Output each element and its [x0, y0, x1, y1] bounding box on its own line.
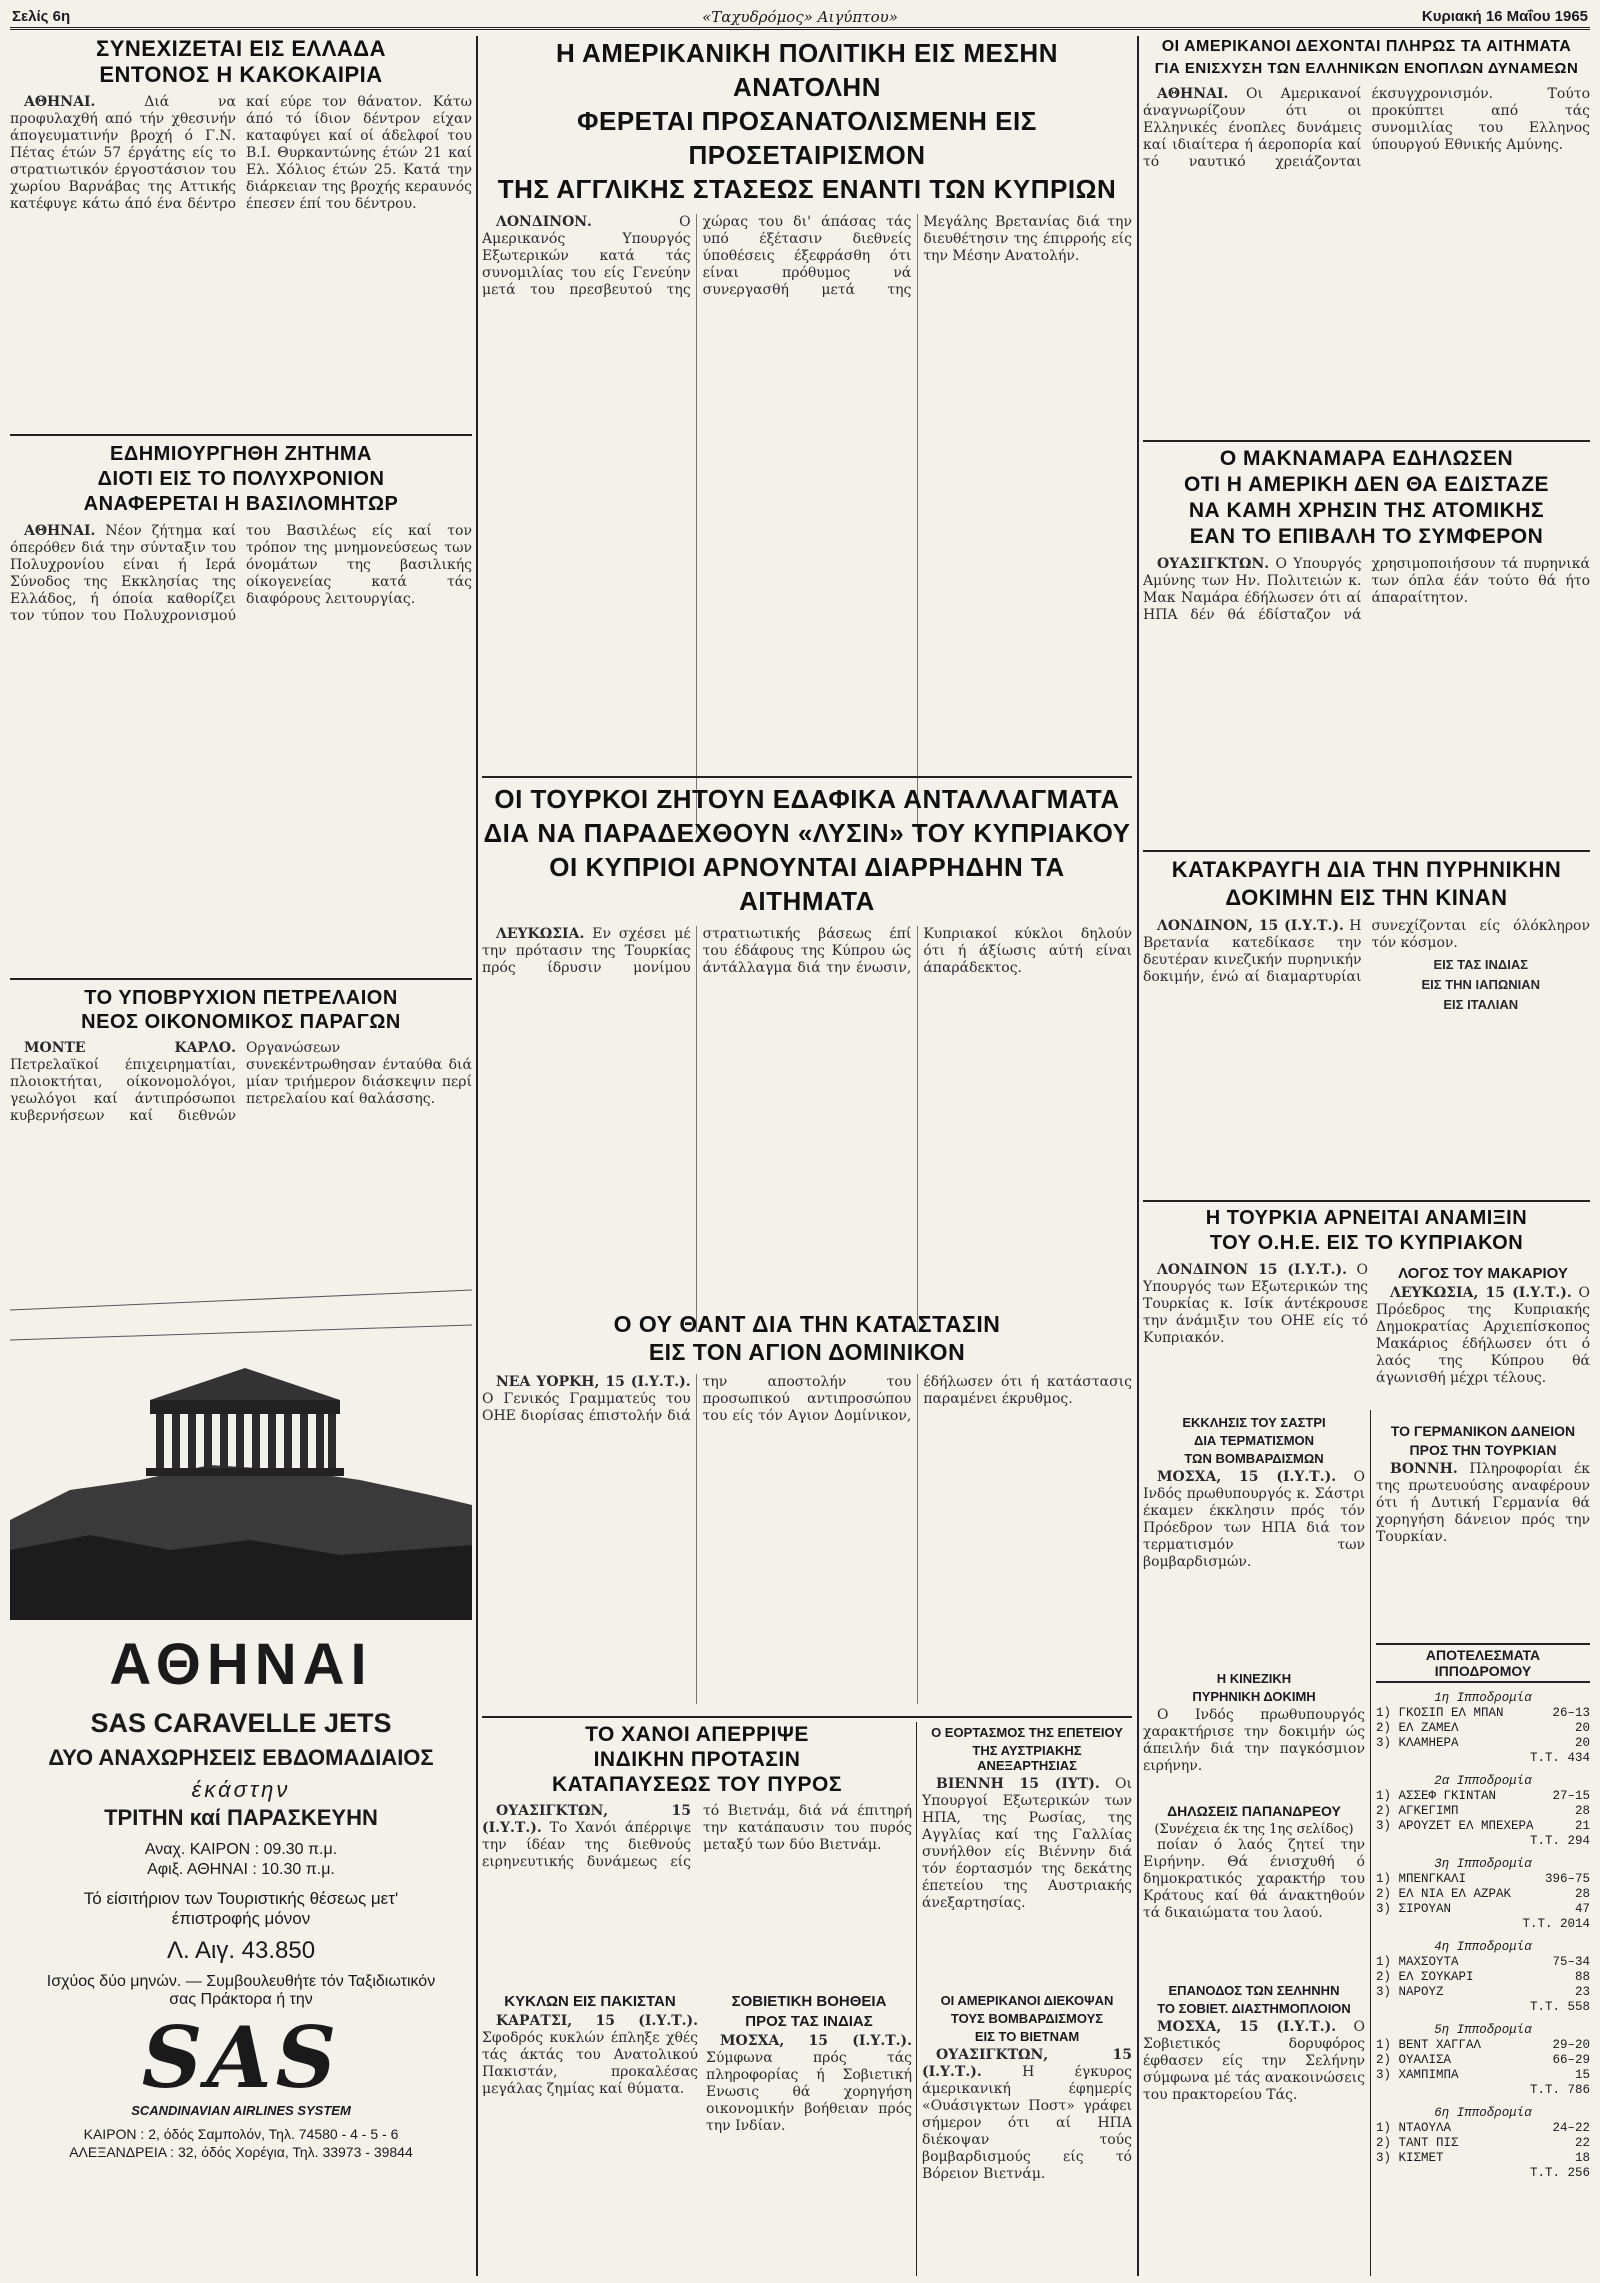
headline: Η ΑΜΕΡΙΚΑΝΙΚΗ ΠΟΛΙΤΙΚΗ ΕΙΣ ΜΕΣΗΝ ΑΝΑΤΟΛΗΝ: [555, 38, 1058, 102]
body-text: Ο Υπουργός Αμύνης των Ην. Πολιτειών κ. Μακ Ναμάρα έδήλωσεν ότι αί ΗΠΑ δέν θά έδίσταζον νά χρησιμοποιήσουν τά πυρηνικά των όπλα έάν τούτο θά ήτο άπαραίτητον.: [1143, 556, 1590, 623]
dateline: ΟΥΑΣΙΓΚΤΩΝ, 15 (Ι.Υ.Τ.).: [922, 2047, 1132, 2080]
headline: ΤΩΝ ΒΟΜΒΑΡΔΙΣΜΩΝ: [1184, 1451, 1324, 1466]
race-horse: 3) ΚΛΑΜΗΕΡΑ: [1376, 1736, 1459, 1750]
issue-date: Κυριακή 16 Μαΐου 1965: [1421, 8, 1588, 25]
headline: ΦΕΡΕΤΑΙ ΠΡΟΣΑΝΑΤΟΛΙΣΜΕΝΗ ΕΙΣ ΠΡΟΣΕΤΑΙΡΙΣΜΟΝ: [577, 106, 1037, 170]
headline: Ο ΜΑΚΝΑΜΑΡΑ ΕΔΗΛΩΣΕΝ: [1219, 447, 1514, 470]
race-row: [1376, 1902, 1590, 1917]
headline: ΤΗΣ ΑΥΣΤΡΙΑΚΗΣ ΑΝΕΞΑΡΤΗΣΙΑΣ: [972, 1743, 1082, 1773]
body-text: ποίαν ό λαός ζητεί την Ειρήνην. Θά ένισχυθή ό δημοκρατικός χαρακτήρ του Κράτους καί θά άνακτηθούν τά δικαιώματα του λαού.: [1143, 1837, 1365, 1921]
race-horse: 3) ΧΑΜΠΙΜΠΑ: [1376, 2068, 1459, 2082]
body-text: Το Χανόι άπέρριψε την ίδέαν της διεθνούς ειρηνευτικής δυνάμεως είς τό Βιετνάμ, διά νά έπιτηρή την κατάπαυσιν του πυρός μεταξύ των δύο Βιετνάμ.: [482, 1803, 912, 1870]
article-oil: [10, 986, 472, 1240]
headline: ΟΤΙ Η ΑΜΕΡΙΚΗ ΔΕΝ ΘΑ ΕΔΙΣΤΑΖΕ: [1183, 473, 1550, 496]
article-turks-demands: [482, 782, 1132, 1302]
race-horse: 2) ΑΓΚΕΓΙΜΠ: [1376, 1804, 1459, 1818]
race-row: [1376, 1955, 1590, 1970]
race-tote: Τ.Τ. 558: [1529, 2000, 1590, 2014]
race-results: [1376, 1640, 1590, 2276]
subheading: ΕΙΣ ΙΤΑΛΙΑΝ: [1443, 997, 1519, 1012]
dateline: ΜΟΣΧΑ, 15 (Ι.Υ.Τ.).: [1157, 1469, 1337, 1485]
race-horse: 1) ΝΤΑΟΥΛΑ: [1376, 2121, 1452, 2135]
race-horse: 3) ΑΡΟΥΖΕΤ ΕΛ ΜΠΕΧΕΡΑ: [1376, 1819, 1534, 1833]
headline: ΕΙΣ ΤΟΝ ΑΓΙΟΝ ΔΟΜΙΝΙΚΟΝ: [648, 1339, 966, 1365]
race-block: [1376, 1774, 1590, 1849]
article-shastri: [1143, 1412, 1365, 1662]
race-block: [1376, 1691, 1590, 1766]
dateline: ΜΟΝΤΕ ΚΑΡΛΟ.: [24, 1040, 236, 1056]
article-body: [1376, 1285, 1590, 1405]
race-odds: 47: [1574, 1902, 1590, 1916]
race-row: [1376, 1736, 1590, 1751]
headline: ΔΙΑ ΝΑ ΠΑΡΑΔΕΧΘΟΥΝ «ΛΥΣΙΝ» ΤΟΥ ΚΥΠΡΙΑΚΟΥ: [483, 818, 1131, 848]
race-row: [1376, 1706, 1590, 1721]
headline: ΚΑΤΑΚΡΑΥΓΗ ΔΙΑ ΤΗΝ ΠΥΡΗΝΙΚΗΝ: [1171, 857, 1562, 882]
race-row: [1376, 1804, 1590, 1819]
dateline: ΑΘΗΝΑΙ.: [24, 523, 96, 539]
body-text: Πετρελαϊκοί έπιχειρηματίαι, πλοιοκτήται, οίκονομολόγοι, γεωλόγοι καί άντιπρόσωποι κυβερνήσεων καί διεθνών Οργανώσεων συνεκέντρωθησαν ένταύθα διά μίαν τριήμερον διάσκεψιν περί πετρελαίου καί θαλάσσης.: [10, 1040, 472, 1124]
column-rule: [916, 1722, 917, 2276]
race-tote: Τ.Τ. 294: [1529, 1834, 1590, 1848]
article-papandreou: [1143, 1800, 1365, 1976]
advert-city: ΑΘΗΝΑΙ: [109, 1632, 373, 1697]
article-body: [10, 1040, 472, 1230]
race-row: [1376, 2136, 1590, 2151]
article-body: [1143, 1707, 1365, 1787]
body-text: Σφοδρός κυκλών έπληξε χθές τάς άκτάς του Ανατολικού Πακιστάν, προκαλέσας μεγάλας ζημίας καί θύματα.: [482, 2030, 698, 2097]
article-lunar: [1143, 1980, 1365, 2276]
advert-line: ΤΡΙΤΗΝ καί ΠΑΡΑΣΚΕΥΗΝ: [104, 1805, 378, 1830]
body-text: Ο Υπουργός των Εξωτερικών της Τουρκίας κ. Ισίκ άντέκρουσε την άνάμιξιν του ΟΗΕ είς τό Κυπριακόν.: [1143, 1262, 1368, 1346]
body-text: Οι Υπουργοί Εξωτερικών των ΗΠΑ, της Ρωσίας, της Αγγλίας καί της Γαλλίας συνήλθον είς Βιέννην διά τόν έορτασμόν της δεκάτης έπετείου της Αυστριακής άνεξαρτησίας.: [922, 1776, 1132, 1911]
headline: ΔΗΛΩΣΕΙΣ ΠΑΠΑΝΔΡΕΟΥ: [1167, 1803, 1341, 1819]
race-row: [1376, 2151, 1590, 2166]
advert-price: Λ. Αιγ. 43.850: [166, 1937, 316, 1964]
divider: [482, 1716, 1132, 1718]
sas-logo: SAS: [141, 2008, 341, 2107]
advert-line: ΔΥΟ ΑΝΑΧΩΡΗΣΕΙΣ ΕΒΔΟΜΑΔΙΑΙΟΣ: [48, 1745, 434, 1770]
headline: ΕΙΣ ΤΟ ΒΙΕΤΝΑΜ: [974, 2029, 1080, 2044]
headline: ΤΗΣ ΑΓΓΛΙΚΗΣ ΣΤΑΣΕΩΣ ΕΝΑΝΤΙ ΤΩΝ ΚΥΠΡΙΩΝ: [497, 174, 1117, 204]
dateline: ΒΟΝΝΗ.: [1390, 1461, 1458, 1477]
race-row: [1376, 1721, 1590, 1736]
race-horse: 1) ΜΠΕΝΓΚΑΛΙ: [1376, 1872, 1467, 1886]
body-text: Σύμφωνα πρός τάς πληροφορίας ή Σοβιετική Ενωσις θά χορηγήση οικονομικήν βοήθειαν πρός την Ινδίαν.: [706, 2050, 912, 2134]
column-rule: [476, 36, 478, 2276]
headline: ΝΕΟΣ ΟΙΚΟΝΟΜΙΚΟΣ ΠΑΡΑΓΩΝ: [81, 1011, 401, 1033]
subheading: ΕΙΣ ΤΗΝ ΙΑΠΩΝΙΑΝ: [1421, 977, 1541, 992]
body-text: Οι Αμερικανοί άναγνωρίζουν ότι οι Ελληνικές ένοπλες δυνάμεις καί ιδιαίτερα ή άεροπορία καί τό ναυτικό χρειάζονται έκσυγχρονισμόν. Τούτο προκύπτει από τάς συνομιλίας του Ελληνος ύπουργού Εθνικής Αμύνης.: [1143, 86, 1590, 170]
race-horse: 2) ΕΛ ΖΑΜΕΛ: [1376, 1721, 1459, 1735]
race-row: [1376, 1789, 1590, 1804]
headline: ΤΟΥΣ ΒΟΜΒΑΡΔΙΣΜΟΥΣ: [950, 2011, 1104, 2026]
body-text: Η Βρετανία κατεδίκασε την δευτέραν κινεζικήν πυρηνικήν δοκιμήν, ένώ αί διαμαρτυρίαι συνεχίζονται είς όλόκληρον τόν κόσμον.: [1143, 918, 1590, 985]
dateline: ΑΘΗΝΑΙ.: [24, 94, 96, 110]
divider: [10, 978, 472, 980]
article-german-loan: [1376, 1420, 1590, 1630]
advert-arrival: Αφιξ. ΑΘΗΝΑΙ : 10.30 π.μ.: [147, 1861, 335, 1878]
advert-address: ΚΑΙΡΟΝ : 2, όδός Σαμπολόν, Τηλ. 74580 - 4 - 5 - 6: [83, 2126, 399, 2142]
race-tote: Τ.Τ. 434: [1529, 1751, 1590, 1765]
headline: ΤΟΥ Ο.Η.Ε. ΕΙΣ ΤΟ ΚΥΠΡΙΑΚΟΝ: [1209, 1232, 1524, 1254]
divider: [1143, 1200, 1590, 1202]
body-text: Ο Γενικός Γραμματεύς του ΟΗΕ διορίσας έπιστολήν διά την αποστολήν του προσωπικού αντιπροσώπου του είς τόν Αγιον Δομίνικον, έδήλωσεν ότι ή κατάστασις παραμένει έκρυθμος.: [482, 1374, 1132, 1424]
article-body: [482, 1803, 912, 1973]
article-body: [1143, 86, 1590, 426]
article-makarios: [1376, 1262, 1590, 1412]
headline: ΚΥΚΛΩΝ ΕΙΣ ΠΑΚΙΣΤΑΝ: [504, 1993, 676, 2010]
article-body: [922, 1776, 1132, 1986]
race-odds: 22: [1574, 2136, 1590, 2150]
race-row: [1376, 1819, 1590, 1834]
race-odds: 29–20: [1552, 2038, 1590, 2052]
headline: ΠΡΟΣ ΤΗΝ ΤΟΥΡΚΙΑΝ: [1409, 1442, 1557, 1458]
article-bombing-halt: [922, 1990, 1132, 2276]
race-odds: 396–75: [1544, 1872, 1590, 1886]
race-odds: 15: [1574, 2068, 1590, 2082]
advert-departure: Αναχ. ΚΑΙΡΟΝ : 09.30 π.μ.: [144, 1841, 338, 1858]
race-odds: 66–29: [1552, 2053, 1590, 2067]
article-austria: [922, 1722, 1132, 1982]
article-chinese-test: [1143, 1668, 1365, 1798]
advert-validity: Ισχύος δύο μηνών. — Συμβουλευθήτε τόν Ταξιδιωτικόν σας Πράκτορα ή την: [46, 1973, 436, 2008]
race-horse: 1) ΑΣΣΕΦ ΓΚΙΝΤΑΝ: [1376, 1789, 1497, 1803]
race-odds: 20: [1574, 1721, 1590, 1735]
headline: ΑΝΑΦΕΡΕΤΑΙ Η ΒΑΣΙΛΟΜΗΤΩΡ: [83, 493, 399, 515]
race-odds: 88: [1574, 1970, 1590, 1984]
headline: ΓΙΑ ΕΝΙΣΧΥΣΗ ΤΩΝ ΕΛΛΗΝΙΚΩΝ ΕΝΟΠΛΩΝ ΔΥΝΑΜΕΩΝ: [1154, 60, 1579, 77]
article-body: [482, 214, 1132, 834]
divider: [1143, 440, 1590, 442]
dateline: ΛΟΝΔΙΝΟΝ 15 (Ι.Υ.Τ.).: [1157, 1262, 1348, 1278]
article-us-greek-forces: [1143, 36, 1590, 436]
race-row: [1376, 2121, 1590, 2136]
headline: ΣΥΝΕΧΙΖΕΤΑΙ ΕΙΣ ΕΛΛΑΔΑ: [96, 36, 386, 61]
race-label: 1η Ιπποδρομία: [1434, 1691, 1532, 1705]
race-row: [1376, 1985, 1590, 2000]
body-text: Διά να προφυλαχθή από τήν χθεσινήν άπογευματινήν βροχή ό Γ.Ν. Πέτας έτών 57 έργάτης είς το στρατιωτικόν έργοστάσιον του χωρίου Βαρνάβας της Αττικής κατέφυγε κάτω άπό ένα δέντρο καί εύρε τον θάνατον. Κάτω άπό τό ίδιον δέντρον είχαν καταφύγει καί οί άδελφοί του Β.Ι. Θυρκαντώνης έτών 21 καί Ελ. Χόλιος έτών 25. Κατά την διάρκειαν της βροχής κεραυνός έπεσεν έπί του δέντρου.: [10, 94, 472, 212]
article-body: [922, 2047, 1132, 2247]
headline: ΣΟΒΙΕΤΙΚΗ ΒΟΗΘΕΙΑ: [731, 1993, 887, 2010]
dateline: ΟΥΑΣΙΓΚΤΩΝ, 15 (Ι.Υ.Τ.).: [482, 1803, 691, 1836]
race-odds: 75–34: [1552, 1955, 1590, 1969]
headline: ΤΟ ΓΕΡΜΑΝΙΚΟΝ ΔΑΝΕΙΟΝ: [1390, 1423, 1576, 1439]
headline: ΟΙ ΑΜΕΡΙΚΑΝΟΙ ΔΕΧΟΝΤΑΙ ΠΛΗΡΩΣ ΤΑ ΑΙΤΗΜΑΤΑ: [1161, 38, 1572, 55]
body-text: Ο Πρόεδρος της Κυπριακής Δημοκρατίας Αρχιεπίσκοπος Μακάριος έδήλωσεν ότι ό λαός της Κύπρου θά άγωνισθή μέχρι τέλους.: [1376, 1285, 1590, 1386]
headline: ΑΠΟΤΕΛΕΣΜΑΤΑ ΙΠΠΟΔΡΟΜΟΥ: [1376, 1643, 1590, 1683]
headline: ΔΙΟΤΙ ΕΙΣ ΤΟ ΠΟΛΥΧΡΟΝΙΟΝ: [97, 468, 385, 490]
race-odds: 18: [1574, 2151, 1590, 2165]
headline: Η ΚΙΝΕΖΙΚΗ: [1216, 1671, 1292, 1686]
race-horse: 2) ΤΑΝΤ ΠΙΣ: [1376, 2136, 1459, 2150]
headline: ΛΟΓΟΣ ΤΟΥ ΜΑΚΑΡΙΟΥ: [1398, 1265, 1568, 1282]
continuation-note: (Συνέχεια έκ της 1ης σελίδος): [1154, 1822, 1354, 1837]
race-tote: Τ.Τ. 256: [1529, 2166, 1590, 2180]
page-number: Σελίς 6η: [12, 8, 71, 25]
body-text: Ο Ινδός πρωθυπουργός χαρακτήρισε την δοκιμήν ώς άπειλήν διά την παγκόσμιον ειρήνην.: [1143, 1707, 1365, 1774]
advert-line: έκάστην: [191, 1777, 291, 1802]
race-odds: 24–22: [1552, 2121, 1590, 2135]
article-us-policy: [482, 36, 1132, 772]
acropolis-illustration: [10, 1250, 472, 1620]
dateline: ΛΕΥΚΩΣΙΑ.: [496, 926, 585, 942]
dateline: ΜΟΣΧΑ, 15 (Ι.Υ.Τ.).: [1157, 2019, 1337, 2035]
divider: [482, 776, 1132, 778]
race-horse: 2) ΕΛ ΣΟΥΚΑΡΙ: [1376, 1970, 1474, 1984]
headline: ΔΟΚΙΜΗΝ ΕΙΣ ΤΗΝ ΚΙΝΑΝ: [1225, 885, 1508, 910]
body-text: Πληροφορίαι έκ της πρωτευούσης αναφέρουν ότι ή Δυτική Γερμανία θά χορηγήση δάνειον πρός την Τουρκίαν.: [1376, 1461, 1590, 1545]
race-block: [1376, 1940, 1590, 2015]
article-body: [10, 523, 472, 963]
article-hanoi: [482, 1722, 912, 1982]
body-text: Ο Αμερικανός Υπουργός Εξωτερικών κατά τάς συνομιλίας του είς Γενεύην μετά του πρεσβευτού της χώρας του δι' άπάσας τάς υπό έξέτασιν διεθνείς ύποθέσεις έξεφράσθη ότι είναι πρόθυμος νά συνεργασθή μετά της Μεγάλης Βρετανίας διά την διευθέτησιν της έπιρροής είς την Μέσην Ανατολήν.: [482, 214, 1132, 298]
headline: ΕΔΗΜΙΟΥΡΓΗΘΗ ΖΗΤΗΜΑ: [110, 443, 372, 465]
article-body: [1143, 1262, 1368, 1400]
article-pakistan: [482, 1990, 698, 2276]
masthead-strip: [10, 6, 1590, 30]
headline: Ο ΕΟΡΤΑΣΜΟΣ ΤΗΣ ΕΠΕΤΕΙΟΥ: [931, 1725, 1123, 1740]
body-text: Ο Σοβιετικός δορυφόρος έφθασεν είς την Σελήνην σύμφωνα μέ τάς ανακοινώσεις του πρακτορείου Τάς.: [1143, 2019, 1365, 2103]
column-rule: [1137, 36, 1139, 2276]
race-odds: 27–15: [1552, 1789, 1590, 1803]
headline: ΟΙ ΚΥΠΡΙΟΙ ΑΡΝΟΥΝΤΑΙ ΔΙΑΡΡΗΔΗΝ ΤΑ ΑΙΤΗΜΑΤΑ: [549, 852, 1065, 916]
body-text: Ο Ινδός πρωθυπουργός κ. Σάστρι έκαμεν έκκλησιν πρός τόν Πρόεδρον των ΗΠΑ διά τον τερματισμόν των βομβαρδισμών.: [1143, 1469, 1365, 1570]
race-label: 4η Ιπποδρομία: [1434, 1940, 1532, 1954]
race-label: 6η Ιπποδρομία: [1434, 2106, 1532, 2120]
article-mcnamara: [1143, 446, 1590, 846]
body-text: Νέον ζήτημα καί όπερόθεν διά την σύνταξιν του Πολυχρονίου είναι ή Ιερά Σύνοδος της Εκκλησίας της Ελλάδος, ή όποία καθορίζει τον τύπον του Πολυχρονισμού του Βασιλέως είς καί τον τρόπον της μνημονεύσεως των όνομάτων της βασιλικής οίκογενείας κατά τάς διαφόρους λειτουργίας.: [10, 523, 472, 624]
race-odds: 21: [1574, 1819, 1590, 1833]
headline: ΝΑ ΚΑΜΗ ΧΡΗΣΙΝ ΤΗΣ ΑΤΟΜΙΚΗΣ: [1188, 499, 1545, 522]
race-label: 3η Ιπποδρομία: [1434, 1857, 1532, 1871]
article-body: [482, 1374, 1132, 1704]
race-horse: 3) ΚΙΣΜΕΤ: [1376, 2151, 1444, 2165]
race-row: [1376, 2053, 1590, 2068]
article-china-nuclear: [1143, 856, 1590, 1196]
race-horse: 3) ΣΙΡΟΥΑΝ: [1376, 1902, 1452, 1916]
headline: ΠΡΟΣ ΤΑΣ ΙΝΔΙΑΣ: [745, 2013, 873, 2030]
race-horse: 1) ΒΕΝΤ ΧΑΓΓΑΛ: [1376, 2038, 1482, 2052]
column-rule: [1370, 1410, 1371, 2276]
subheading: ΕΙΣ ΤΑΣ ΙΝΔΙΑΣ: [1433, 957, 1529, 972]
headline: ΕΠΑΝΟΔΟΣ ΤΩΝ ΣΕΛΗΝΗΝ: [1168, 1983, 1340, 1998]
dateline: ΟΥΑΣΙΓΚΤΩΝ.: [1157, 556, 1270, 572]
headline: ΕΝΤΟΝΟΣ Η ΚΑΚΟΚΑΙΡΙΑ: [99, 62, 383, 87]
article-body: [1143, 918, 1590, 1188]
dateline: ΚΑΡΑΤΣΙ, 15 (Ι.Υ.Τ.).: [496, 2013, 698, 2029]
dateline: ΛΕΥΚΩΣΙΑ, 15 (Ι.Υ.Τ.).: [1390, 1285, 1572, 1301]
sas-advertisement: [10, 1250, 472, 2276]
race-odds: 26–13: [1552, 1706, 1590, 1720]
race-horse: 2) ΕΛ ΝΙΑ ΕΛ ΑΖΡΑΚ: [1376, 1887, 1512, 1901]
headline: ΟΙ ΑΜΕΡΙΚΑΝΟΙ ΔΙΕΚΟΨΑΝ: [940, 1993, 1114, 2008]
race-block: [1376, 1857, 1590, 1932]
headline: ΠΥΡΗΝΙΚΗ ΔΟΚΙΜΗ: [1192, 1689, 1316, 1704]
dateline: ΝΕΑ ΥΟΡΚΗ, 15 (Ι.Υ.Τ.).: [496, 1374, 691, 1390]
headline: ΤΟ ΥΠΟΒΡΥΧΙΟΝ ΠΕΤΡΕΛΑΙΟΝ: [84, 987, 398, 1009]
article-body: [1143, 1837, 1365, 1967]
article-weather: [10, 36, 472, 428]
article-body: [1143, 1469, 1365, 1639]
article-body: [1376, 1461, 1590, 1621]
headline: Ο ΟΥ ΘΑΝΤ ΔΙΑ ΤΗΝ ΚΑΤΑΣΤΑΣΙΝ: [613, 1311, 1001, 1337]
advert-ticket: Τό είσιτήριον των Τουριστικής θέσεως μετ' έπιστροφής μόνον: [83, 1889, 399, 1928]
article-body: [1143, 556, 1590, 842]
race-row: [1376, 1872, 1590, 1887]
race-row: [1376, 1970, 1590, 1985]
race-row: [1376, 2038, 1590, 2053]
race-odds: 28: [1574, 1804, 1590, 1818]
newspaper-name: «Ταχυδρόμος» Αιγύπτου»: [702, 8, 898, 26]
dateline: ΑΘΗΝΑΙ.: [1157, 86, 1229, 102]
dateline: ΜΟΣΧΑ, 15 (Ι.Υ.Τ.).: [720, 2033, 912, 2049]
article-body: [10, 94, 472, 424]
dateline: ΛΟΝΔΙΝΟΝ.: [496, 214, 592, 230]
race-row: [1376, 1887, 1590, 1902]
headline: ΤΟ ΧΑΝΟΙ ΑΠΕΡΡΙΨΕ: [585, 1723, 809, 1746]
headline: ΔΙΑ ΤΕΡΜΑΤΙΣΜΟΝ: [1193, 1433, 1315, 1448]
race-block: [1376, 2023, 1590, 2098]
airline-name: SCANDINAVIAN AIRLINES SYSTEM: [131, 2103, 351, 2118]
dateline: ΒΙΕΝΝΗ 15 (ΙΥΤ).: [936, 1776, 1100, 1792]
dateline: ΛΟΝΔΙΝΟΝ, 15 (Ι.Υ.Τ.).: [1157, 918, 1344, 934]
headline: ΕΚΚΛΗΣΙΣ ΤΟΥ ΣΑΣΤΡΙ: [1182, 1415, 1326, 1430]
race-row: [1376, 2068, 1590, 2083]
race-tote: Τ.Τ. 2014: [1522, 1917, 1590, 1931]
race-label: 5η Ιπποδρομία: [1434, 2023, 1532, 2037]
body-text: Εν σχέσει μέ την πρότασιν της Τουρκίας πρός ίδρυσιν μονίμου στρατιωτικής βάσεως έπί του έδάφους της Κύπρου ώς άντάλλαγμα διά την ένωσιν, Κυπριακοί κύκλοι δηλούν ότι ή άξίωσις αύτή είναι άπαράδεκτος.: [482, 926, 1132, 976]
article-body: [482, 926, 1132, 1332]
race-horse: 2) ΟΥΑΛΙΣΑ: [1376, 2053, 1452, 2067]
headline: ΕΑΝ ΤΟ ΕΠΙΒΑΛΗ ΤΟ ΣΥΜΦΕΡΟΝ: [1189, 525, 1544, 548]
article-polychronion: [10, 442, 472, 972]
headline: ΟΙ ΤΟΥΡΚΟΙ ΖΗΤΟΥΝ ΕΔΑΦΙΚΑ ΑΝΤΑΛΛΑΓΜΑΤΑ: [494, 784, 1120, 814]
race-tote: Τ.Τ. 786: [1529, 2083, 1590, 2097]
divider: [1143, 850, 1590, 852]
headline: Η ΤΟΥΡΚΙΑ ΑΡΝΕΙΤΑΙ ΑΝΑΜΙΞΙΝ: [1205, 1207, 1528, 1229]
article-soviet-aid: [706, 1990, 912, 2276]
article-body: [482, 2013, 698, 2263]
divider: [10, 434, 472, 436]
race-odds: 23: [1574, 1985, 1590, 1999]
race-horse: 1) ΓΚΟΣΙΠ ΕΛ ΜΠΑΝ: [1376, 1706, 1504, 1720]
headline: ΙΝΔΙΚΗΝ ΠΡΟΤΑΣΙΝ: [593, 1748, 801, 1771]
headline: ΚΑΤΑΠΑΥΣΕΩΣ ΤΟΥ ΠΥΡΟΣ: [552, 1773, 842, 1796]
article-u-thant: [482, 1310, 1132, 1710]
race-label: 2α Ιπποδρομία: [1434, 1774, 1532, 1788]
race-odds: 28: [1574, 1887, 1590, 1901]
article-body: [706, 2033, 912, 2263]
advert-line: SAS CARAVELLE JETS: [90, 1708, 392, 1738]
headline: ΤΟ ΣΟΒΙΕΤ. ΔΙΑΣΤΗΜΟΠΛΟΙΟΝ: [1157, 2001, 1351, 2016]
race-list: [1376, 1691, 1590, 2181]
race-odds: 20: [1574, 1736, 1590, 1750]
advert-address: ΑΛΕΞΑΝΔΡΕΙΑ : 32, όδός Χορέγια, Τηλ. 33973 - 39844: [69, 2144, 413, 2160]
race-horse: 3) ΝΑΡΟΥΖ: [1376, 1985, 1444, 1999]
race-block: [1376, 2106, 1590, 2181]
article-body: [1143, 2019, 1365, 2259]
body-text: Η έγκυρος άμερικανική έφημερίς «Ουάσιγκτων Ποστ» γράφει σήμερον ότι αί ΗΠΑ διέκοψαν τούς βομβαρδισμούς είς τό Βόρειον Βιετνάμ.: [922, 2064, 1132, 2182]
race-horse: 1) ΜΑΧΣΟΥΤΑ: [1376, 1955, 1459, 1969]
